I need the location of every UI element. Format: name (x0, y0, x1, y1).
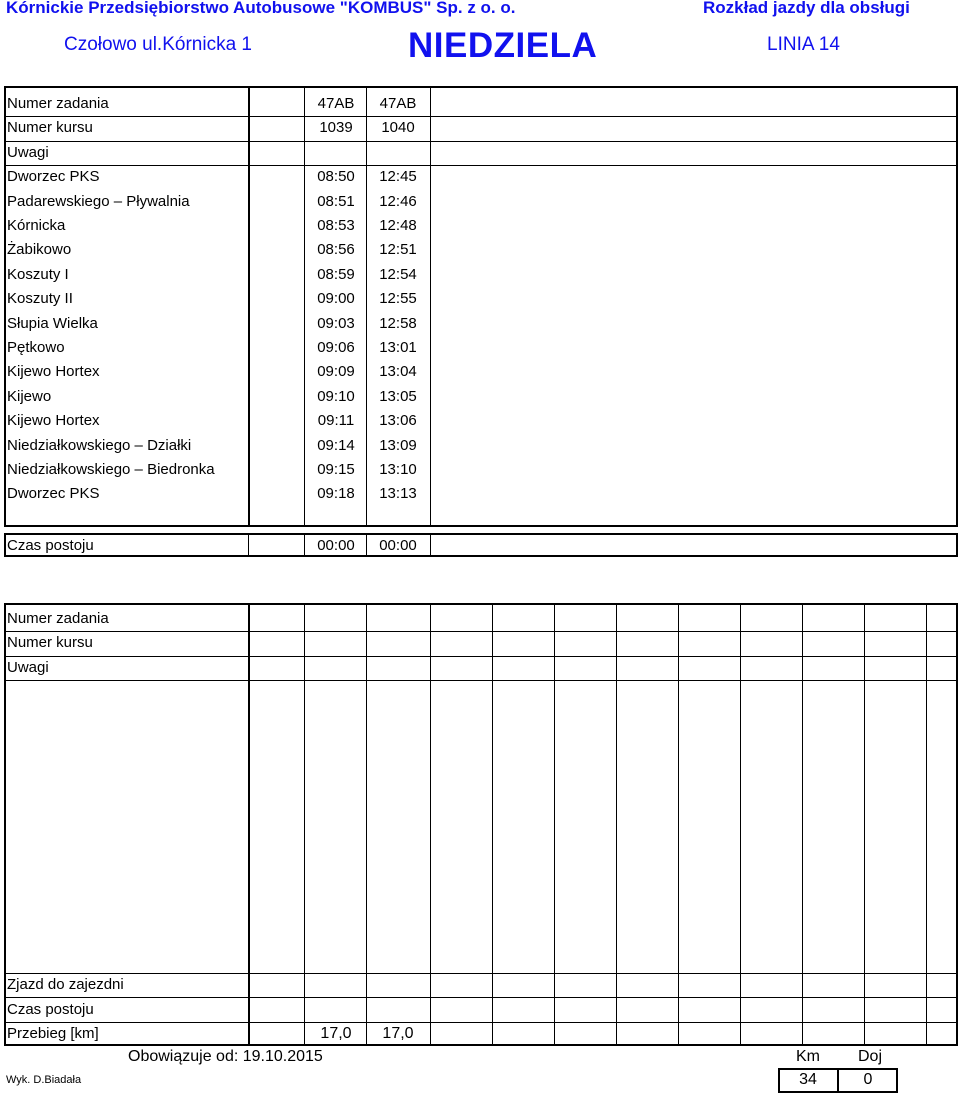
table-frame (4, 603, 958, 1046)
line-number: LINIA 14 (767, 34, 840, 55)
row-label: Kijewo Hortex (7, 412, 100, 429)
depot-address: Czołowo ul.Kórnicka 1 (64, 34, 252, 55)
time-col-2: 13:10 (379, 461, 417, 478)
row-divider (4, 973, 958, 974)
km-value: 34 (799, 1071, 817, 1088)
column-divider (864, 603, 865, 1046)
row-label: Żabikowo (7, 241, 72, 258)
column-divider (430, 86, 431, 527)
row-label: Uwagi (7, 659, 49, 676)
value-col-1: 17,0 (320, 1025, 352, 1042)
row-label: Dworzec PKS (7, 485, 100, 502)
time-col-2: 13:06 (379, 412, 417, 429)
row-label: Niedziałkowskiego – Biedronka (7, 461, 215, 478)
column-divider (430, 603, 431, 1046)
time-col-2: 47AB (379, 95, 417, 112)
row-label: Kijewo (7, 388, 52, 405)
author: Wyk. D.Biadała (6, 1074, 82, 1086)
time-col-2: 12:45 (379, 168, 417, 185)
stop-time-label: Czas postoju (7, 537, 94, 554)
row-label: Kijewo Hortex (7, 363, 100, 380)
time-col-1: 09:11 (317, 412, 355, 429)
value-col-2: 17,0 (382, 1025, 414, 1042)
row-divider (4, 997, 958, 998)
time-col-1: 09:15 (317, 461, 355, 478)
row-divider (4, 165, 958, 166)
row-label: Koszuty I (7, 266, 69, 283)
time-col-1: 47AB (317, 95, 355, 112)
column-divider (678, 603, 679, 1046)
column-divider (802, 603, 803, 1046)
column-divider (926, 603, 927, 1046)
time-col-1: 09:18 (317, 485, 355, 502)
row-divider (4, 656, 958, 657)
column-divider (554, 603, 555, 1046)
doj-label: Doj (858, 1048, 883, 1065)
time-col-1: 09:09 (317, 363, 355, 380)
time-col-1: 08:56 (317, 241, 355, 258)
row-label: Numer zadania (7, 610, 109, 627)
column-divider (366, 533, 367, 557)
time-col-2: 13:05 (379, 388, 417, 405)
time-col-1: 09:00 (317, 290, 355, 307)
km-label: Km (796, 1048, 820, 1065)
stop-time-2: 00:00 (379, 537, 417, 554)
time-col-2: 12:54 (379, 266, 417, 283)
time-col-1: 08:53 (317, 217, 355, 234)
row-label: Uwagi (7, 144, 49, 161)
row-divider (4, 680, 958, 681)
row-label: Numer zadania (7, 95, 109, 112)
column-divider (366, 86, 367, 527)
row-label: Numer kursu (7, 634, 93, 651)
row-divider (4, 141, 958, 142)
row-label: Zjazd do zajezdni (7, 976, 124, 993)
time-col-1: 09:10 (317, 388, 355, 405)
time-col-2: 12:48 (379, 217, 417, 234)
time-col-1: 08:51 (317, 193, 355, 210)
time-col-2: 13:04 (379, 363, 417, 380)
row-label: Koszuty II (7, 290, 73, 307)
column-divider (304, 86, 305, 527)
row-label: Niedziałkowskiego – Działki (7, 437, 192, 454)
stop-time-row (4, 533, 958, 557)
time-col-2: 13:01 (379, 339, 417, 356)
valid-from: Obowiązuje od: 19.10.2015 (128, 1048, 323, 1065)
time-col-1: 08:50 (317, 168, 355, 185)
column-divider (248, 533, 249, 557)
document-type: Rozkład jazdy dla obsługi (703, 0, 910, 17)
row-label: Pętkowo (7, 339, 65, 356)
column-divider (430, 533, 431, 557)
row-label: Dworzec PKS (7, 168, 100, 185)
time-col-2: 12:58 (379, 315, 417, 332)
column-divider (304, 603, 305, 1046)
column-divider (304, 533, 305, 557)
column-divider (248, 86, 250, 527)
row-label: Padarewskiego – Pływalnia (7, 193, 190, 210)
time-col-2: 13:13 (379, 485, 417, 502)
row-label: Słupia Wielka (7, 315, 98, 332)
day-title: NIEDZIELA (408, 26, 598, 65)
time-col-2: 1040 (381, 119, 415, 136)
doj-value: 0 (863, 1071, 873, 1088)
column-divider (366, 603, 367, 1046)
time-col-1: 09:14 (317, 437, 355, 454)
row-label: Numer kursu (7, 119, 93, 136)
row-divider (4, 631, 958, 632)
time-col-2: 12:46 (379, 193, 417, 210)
column-divider (492, 603, 493, 1046)
row-label: Przebieg [km] (7, 1025, 99, 1042)
row-divider (4, 116, 958, 117)
time-col-1: 1039 (319, 119, 353, 136)
company-name: Kórnickie Przedsiębiorstwo Autobusowe "KOMBUS" Sp. z o. o. (6, 0, 516, 17)
time-col-1: 09:03 (317, 315, 355, 332)
time-col-1: 08:59 (317, 266, 355, 283)
column-divider (740, 603, 741, 1046)
column-divider (248, 603, 250, 1046)
row-label: Czas postoju (7, 1001, 94, 1018)
column-divider (616, 603, 617, 1046)
row-label: Kórnicka (7, 217, 66, 234)
time-col-2: 13:09 (379, 437, 417, 454)
time-col-2: 12:55 (379, 290, 417, 307)
stop-time-1: 00:00 (317, 537, 355, 554)
time-col-2: 12:51 (379, 241, 417, 258)
time-col-1: 09:06 (317, 339, 355, 356)
row-divider (4, 1022, 958, 1023)
